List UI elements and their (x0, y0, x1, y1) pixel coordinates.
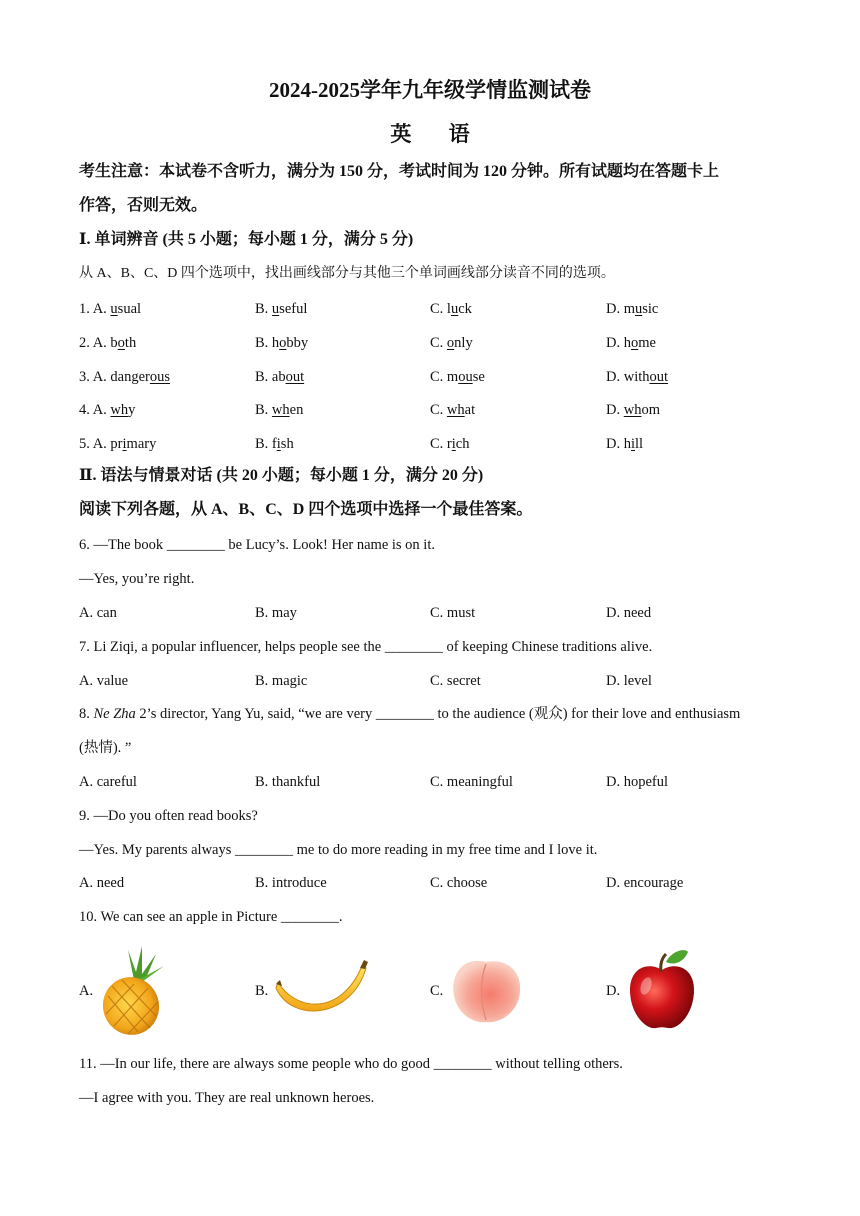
q5-option-a (79, 434, 156, 454)
word-part: danger (110, 369, 150, 385)
q2-option-d (606, 333, 656, 353)
underlined-letters: i (276, 436, 281, 452)
underlined-letters: out (649, 369, 669, 385)
notice-line-1: 考生注意：本试卷不含听力，满分为 150 分，考试时间为 120 分钟。所有试题均在答题卡上 (79, 163, 720, 180)
q6-reply: —Yes, you’re right. (79, 571, 195, 587)
q7-option-a: A. value (79, 673, 129, 689)
word-part: sic (642, 301, 659, 317)
q8-option-b: B. thankful (255, 774, 321, 790)
word-part: B. (255, 436, 272, 452)
underlined-letters: i (122, 436, 127, 452)
word-part: f (271, 436, 277, 452)
q3-option-d (606, 367, 668, 387)
q9-option-c: C. choose (430, 875, 488, 891)
underlined-letters: o (117, 335, 125, 351)
q5-option-c (430, 434, 469, 454)
q10-label-d: D. (606, 983, 621, 999)
q10-label-b: B. (255, 983, 269, 999)
word-part: bby (286, 335, 309, 351)
notice-line-2: 作答，否则无效。 (79, 197, 208, 214)
banana-icon (274, 958, 368, 1020)
q9-stem: 9. —Do you often read books? (79, 808, 258, 824)
word-part: y (128, 402, 136, 418)
q3-option-b (255, 367, 304, 387)
word-part: b (110, 335, 118, 351)
word-part: mary (126, 436, 157, 452)
word-part: sual (117, 301, 142, 317)
exam-title: 2024-2025学年九年级学情监测试卷 (269, 78, 591, 102)
q8-option-d: D. hopeful (606, 774, 669, 790)
q7-option-b: B. magic (255, 673, 308, 689)
underlined-letters: wh (110, 402, 129, 418)
q9-option-b: B. introduce (255, 875, 327, 891)
word-part: 1. A. (79, 301, 111, 317)
word-part: D. (606, 436, 624, 452)
q4-option-b (255, 400, 303, 420)
q2-option-c (430, 333, 473, 353)
word-part: B. (255, 369, 272, 385)
q10-label-c: C. (430, 983, 444, 999)
word-part: C. (430, 369, 447, 385)
word-part: h (623, 436, 631, 452)
q2-option-b (255, 333, 308, 353)
word-part: nly (454, 335, 473, 351)
q7-stem: 7. Li Ziqi, a popular influencer, helps people see the ________ of keeping Chinese traditions alive. (79, 639, 653, 655)
word-part: l (446, 301, 451, 317)
word-part: seful (279, 301, 308, 317)
underlined-letters: wh (623, 402, 642, 418)
q3-option-c (430, 367, 485, 387)
word-part: ll (635, 436, 644, 452)
word-part: ck (458, 301, 472, 317)
q6-option-b: B. may (255, 605, 297, 621)
word-part: m (623, 301, 636, 317)
underlined-letters: u (450, 301, 459, 317)
word-part: 4. A. (79, 402, 111, 418)
q10-label-a: A. (79, 983, 94, 999)
underlined-letters: i (630, 436, 636, 452)
q7-option-d: D. level (606, 673, 652, 689)
word-part: with (623, 369, 650, 385)
q9-reply: —Yes. My parents always ________ me to do more reading in my free time and I love it. (79, 842, 598, 858)
underlined-letters: wh (446, 402, 465, 418)
word-part: 3. A. (79, 369, 111, 385)
section2-heading: Ⅱ. 语法与情景对话 (共 20 小题；每小题 1 分，满分 20 分) (79, 467, 484, 484)
q4-option-a (79, 400, 135, 420)
peach-icon (448, 952, 524, 1026)
pineapple-icon (98, 944, 170, 1038)
underlined-letters: wh (271, 402, 290, 418)
q8-film-title: Ne Zha (93, 706, 136, 722)
section2-instruction: 阅读下列各题，从 A、B、C、D 四个选项中选择一个最佳答案。 (79, 501, 533, 518)
underlined-letters: o (446, 335, 455, 351)
word-part: C. (430, 335, 447, 351)
word-part: sh (280, 436, 294, 452)
underlined-letters: out (285, 369, 305, 385)
word-part: B. (255, 301, 272, 317)
q8-stem-text: 2’s director, Yang Yu, said, “we are very ________ to the audience (观众) for their love and enthusiasm (135, 706, 741, 722)
underlined-letters: i (451, 436, 456, 452)
q6-option-d: D. need (606, 605, 652, 621)
q7-option-c: C. secret (430, 673, 481, 689)
q8-stem (79, 704, 740, 724)
underlined-letters: u (271, 301, 280, 317)
q1-option-c (430, 299, 472, 319)
word-part: C. (430, 402, 447, 418)
q1-option-d (606, 299, 658, 319)
word-part: D. (606, 402, 624, 418)
word-part: D. (606, 335, 624, 351)
word-part: m (446, 369, 459, 385)
word-part: r (446, 436, 452, 452)
word-part: me (638, 335, 656, 351)
word-part: en (289, 402, 304, 418)
q6-option-c: C. must (430, 605, 476, 621)
word-part: om (641, 402, 660, 418)
underlined-letters: u (635, 301, 643, 317)
section1-instruction: 从 A、B、C、D 四个选项中，找出画线部分与其他三个单词画线部分读音不同的选项。 (79, 266, 615, 281)
word-part: h (271, 335, 280, 351)
q8-number: 8. (79, 706, 94, 722)
q8-option-a: A. careful (79, 774, 137, 790)
underlined-letters: ou (458, 369, 473, 385)
word-part: se (472, 369, 485, 385)
q8-stem-line2: (热情). ” (79, 740, 132, 756)
q6-option-a: A. can (79, 605, 117, 621)
word-part: B. (255, 335, 272, 351)
q10-stem: 10. We can see an apple in Picture ________. (79, 909, 343, 925)
apple-icon (626, 948, 698, 1032)
q4-option-c (430, 400, 475, 420)
q1-option-b (255, 299, 307, 319)
q6-stem: 6. —The book ________ be Lucy’s. Look! Her name is on it. (79, 537, 435, 553)
word-part: D. (606, 369, 624, 385)
underlined-letters: u (110, 301, 118, 317)
q5-option-b (255, 434, 294, 454)
word-part: C. (430, 301, 447, 317)
q3-option-a (79, 367, 170, 387)
word-part: B. (255, 402, 272, 418)
q1-option-a (79, 299, 141, 319)
word-part: ch (455, 436, 470, 452)
word-part: ab (271, 369, 286, 385)
q11-stem: 11. —In our life, there are always some people who do good ________ without telling others. (79, 1056, 623, 1072)
q5-option-d (606, 434, 643, 454)
q9-option-a: A. need (79, 875, 125, 891)
q2-option-a (79, 333, 136, 353)
underlined-letters: o (279, 335, 287, 351)
word-part: 5. A. (79, 436, 111, 452)
q8-option-c: C. meaningful (430, 774, 513, 790)
word-part: pr (110, 436, 123, 452)
word-part: h (623, 335, 631, 351)
section1-heading: Ⅰ. 单词辨音 (共 5 小题；每小题 1 分，满分 5 分) (79, 231, 414, 248)
word-part: th (124, 335, 137, 351)
q9-option-d: D. encourage (606, 875, 684, 891)
q4-option-d (606, 400, 660, 420)
subject-title: 英 语 (390, 122, 486, 146)
underlined-letters: o (630, 335, 639, 351)
word-part: at (464, 402, 476, 418)
word-part: 2. A. (79, 335, 111, 351)
word-part: C. (430, 436, 447, 452)
word-part: D. (606, 301, 624, 317)
q11-reply: —I agree with you. They are real unknown heroes. (79, 1090, 375, 1106)
underlined-letters: ous (149, 369, 171, 385)
